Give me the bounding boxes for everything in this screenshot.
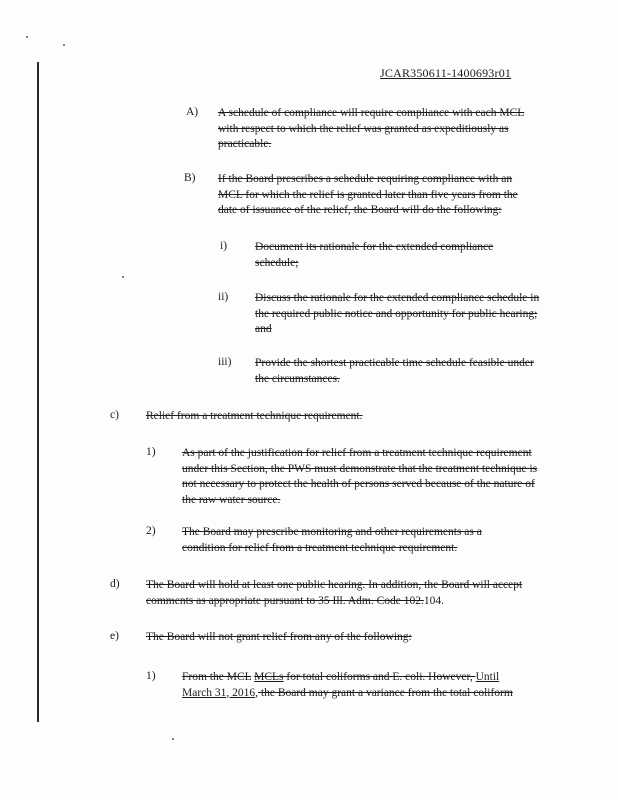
paragraph-e — [146, 630, 526, 646]
paragraph-B-i — [255, 240, 510, 271]
text-run: Until March 31, 2016, — [182, 671, 500, 699]
text-run: for total coliforms and E. coli. However, — [283, 671, 476, 683]
scan-speck — [122, 276, 124, 278]
item-label: B) — [184, 172, 196, 184]
text-run: If the Board prescribes a schedule requiring compliance with an MCL for which the relief is granted later than five years from the date of issuance of the relief, the Board will do the following: — [218, 173, 518, 216]
text-run: The Board will hold at least one public hearing. In addition, the Board will accept comments as appropriate pursuant to 35 Ill. Adm. Code 102. — [146, 579, 523, 607]
scan-speck — [172, 738, 174, 740]
paragraph-A — [218, 106, 538, 153]
text-run: MCLs — [254, 671, 284, 683]
text-run: Discuss the rationale for the extended compliance schedule in the required public notice and opportunity for public hearing; and — [255, 292, 540, 335]
item-label: 1) — [146, 670, 156, 682]
scan-speck — [26, 36, 28, 38]
revision-margin-bar — [37, 62, 39, 722]
item-label: iii) — [218, 356, 232, 368]
item-label: e) — [110, 630, 119, 642]
paragraph-c-2 — [182, 525, 504, 556]
scan-speck — [63, 44, 65, 46]
text-run: The Board will not grant relief from any of the following: — [146, 631, 412, 643]
item-label: c) — [110, 409, 119, 421]
paragraph-c — [146, 409, 466, 425]
text-run: The Board may prescribe monitoring and other requirements as a condition for relief from a treatment technique requirement. — [182, 526, 482, 554]
paragraph-B-ii — [255, 291, 540, 338]
paragraph-B-iii — [255, 356, 540, 387]
document-identifier: JCAR350611-1400693r01 — [380, 66, 512, 80]
paragraph-B — [218, 172, 538, 219]
item-label: 2) — [146, 525, 156, 537]
item-label: 1) — [146, 446, 156, 458]
paragraph-c-1 — [182, 446, 542, 508]
paragraph-e-1 — [182, 670, 532, 701]
text-run: Document its rationale for the extended compliance schedule; — [255, 241, 494, 269]
text-run: A schedule of compliance will require compliance with each MCL with respect to which the relief was granted as expeditiously as practicable. — [218, 107, 525, 150]
text-run: Provide the shortest practicable time schedule feasible under the circumstances. — [255, 357, 534, 385]
item-label: ii) — [218, 291, 229, 303]
text-run: Relief from a treatment technique requirement. — [146, 410, 363, 422]
text-run: As part of the justification for relief from a treatment technique requirement under this Section, the PWS must demonstrate that the treatment technique is not necessary to protect the health of persons served because of the nature of the raw water source. — [182, 447, 538, 506]
item-label: d) — [110, 578, 120, 590]
item-label: i) — [220, 240, 228, 252]
text-run: the Board may grant a variance from the total coliform — [258, 686, 513, 699]
item-label: A) — [186, 106, 199, 118]
paragraph-d — [146, 578, 546, 609]
text-run: From the MCL — [182, 671, 252, 683]
text-run: 104. — [423, 594, 444, 607]
